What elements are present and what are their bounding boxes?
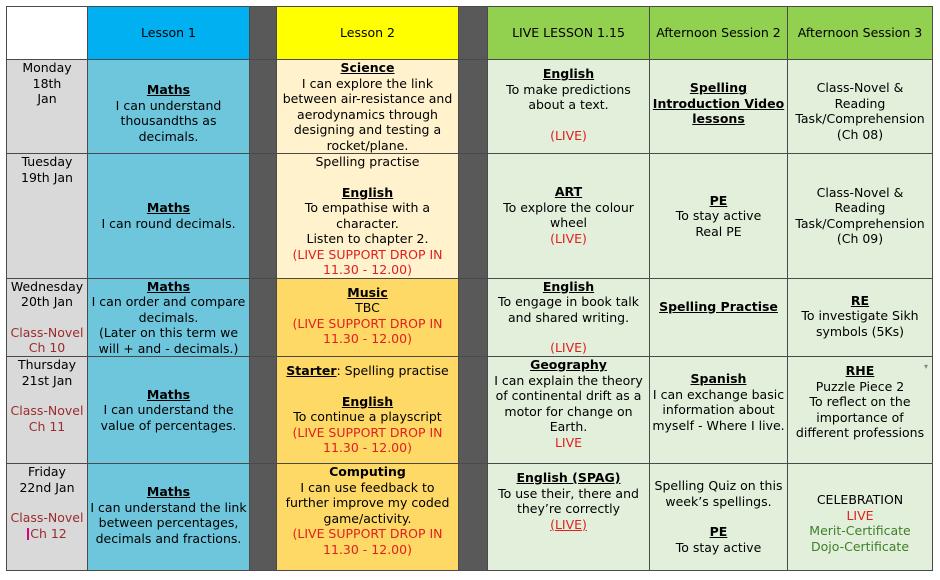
subject-label: Music — [347, 284, 388, 300]
objective-text: I can explain the theory of continental drift as a motor for change on Earth. — [494, 372, 643, 434]
lesson2-thursday[interactable] — [277, 357, 459, 464]
objective-text: I can understand thousandths as decimals. — [115, 97, 222, 144]
header-afternoon-3[interactable]: Afternoon Session 3 — [788, 7, 933, 60]
objective-text: I can explore the link between air-resistance and aerodynamics through designing and testing a rocket/plane. — [282, 75, 453, 153]
lesson1-friday[interactable] — [88, 464, 250, 571]
subject-label: Spelling Practise — [659, 298, 778, 314]
objective-text: To empathise with a character. — [304, 200, 431, 231]
objective-text: Class-Novel & Reading Task/Comprehension — [795, 184, 925, 231]
objective-text: I can order and compare decimals. — [91, 294, 246, 325]
subject-label: Spelling Introduction Video lessons — [652, 80, 785, 126]
divider-cell — [250, 357, 277, 464]
objective-text: To investigate Sikh symbols (5Ks) — [801, 308, 919, 339]
day-date: 18th — [32, 75, 62, 91]
subject-label: English — [542, 66, 595, 81]
objective-text: TBC — [355, 300, 380, 315]
objective-text: To continue a playscript — [293, 409, 442, 424]
dojo-certificate-text: Dojo-Certificate — [810, 538, 910, 554]
objective-text: Class-Novel & Reading Task/Comprehension — [795, 80, 925, 126]
divider-cell — [459, 278, 488, 357]
subject-label: Science — [340, 60, 395, 75]
comment-indicator-icon[interactable]: ▾ — [923, 362, 928, 371]
live-tag: (LIVE) — [550, 127, 587, 143]
row-tuesday — [7, 154, 933, 279]
subject-label: RE — [850, 292, 870, 308]
lesson1-tuesday[interactable] — [88, 154, 250, 279]
subject-label: English (SPAG) — [516, 470, 621, 485]
live-thursday[interactable] — [488, 357, 650, 464]
row-friday — [7, 464, 933, 571]
divider-cell — [459, 60, 488, 154]
chapter-text: (Ch 08) — [836, 126, 884, 142]
objective-text: To stay active — [675, 208, 762, 223]
subject-label: Maths — [146, 278, 191, 294]
subject-label: ART — [554, 184, 583, 199]
afternoon2-friday[interactable] — [650, 464, 788, 571]
lesson2-friday[interactable] — [277, 464, 459, 571]
day-name: Monday — [22, 60, 72, 75]
divider-cell — [459, 357, 488, 464]
day-name: Tuesday — [21, 154, 73, 169]
lesson2-wednesday[interactable] — [277, 278, 459, 357]
day-name: Thursday — [17, 357, 77, 372]
objective-text: I can round decimals. — [101, 215, 236, 231]
class-novel-label: Class-Novel — [10, 510, 84, 525]
subject-label: English — [341, 393, 394, 409]
objective-text: To use their, there and they’re correctly — [498, 485, 639, 516]
objective-text: I can understand the value of percentages. — [100, 402, 237, 433]
merit-certificate-text: Merit-Certificate — [809, 523, 911, 538]
afternoon2-wednesday[interactable] — [650, 278, 788, 357]
lesson1-monday[interactable] — [88, 60, 250, 154]
divider-cell — [250, 278, 277, 357]
row-thursday — [7, 357, 933, 464]
objective-text: I can understand the link between percentages, decimals and fractions. — [90, 499, 247, 546]
day-name: Friday — [28, 464, 66, 479]
corner-cell — [7, 7, 88, 60]
day-date: 20th Jan — [21, 294, 73, 309]
subject-label: Maths — [146, 82, 191, 97]
day-cell-wednesday[interactable] — [7, 278, 88, 357]
objective-text: Puzzle Piece 2 — [815, 378, 905, 394]
subject-label: Maths — [146, 484, 191, 499]
day-cell-thursday[interactable] — [7, 357, 88, 464]
afternoon3-thursday[interactable] — [788, 357, 933, 464]
starter-text: : Spelling practise — [336, 363, 449, 378]
note-text: (Later on this term we will + and - decimals.) — [98, 325, 239, 356]
class-novel-chapter: Ch 12 — [30, 525, 67, 541]
day-cell-friday[interactable] — [7, 464, 88, 571]
live-wednesday[interactable] — [488, 278, 650, 357]
objective-text: To make predictions about a text. — [506, 81, 631, 112]
day-name: Wednesday — [10, 278, 84, 294]
live-monday[interactable] — [488, 60, 650, 154]
live-support-text: (LIVE SUPPORT DROP IN 11.30 - 12.00) — [292, 526, 443, 557]
objective-text: To stay active — [675, 539, 762, 555]
divider-cell — [250, 464, 277, 571]
divider-cell — [459, 154, 488, 279]
afternoon3-monday[interactable] — [788, 60, 933, 154]
afternoon3-friday[interactable] — [788, 464, 933, 571]
subject-label: Spanish — [690, 371, 747, 386]
lesson1-thursday[interactable] — [88, 357, 250, 464]
divider-cell — [459, 7, 488, 60]
divider-cell — [250, 7, 277, 60]
chapter-text: (Ch 09) — [836, 231, 884, 247]
divider-cell — [459, 464, 488, 571]
class-novel-chapter: Ch 11 — [28, 418, 66, 434]
live-tag: (LIVE) — [550, 516, 587, 532]
day-date: 22nd Jan — [19, 479, 75, 495]
header-lesson1[interactable]: Lesson 1 — [88, 7, 250, 60]
lesson2-monday[interactable] — [277, 60, 459, 154]
header-row — [7, 7, 933, 60]
header-afternoon-2[interactable]: Afternoon Session 2 — [650, 7, 788, 60]
day-cell-tuesday[interactable] — [7, 154, 88, 279]
lesson2-tuesday[interactable] — [277, 154, 459, 279]
objective-text-2: Listen to chapter 2. — [306, 231, 429, 246]
objective-text-2: Real PE — [695, 223, 742, 239]
day-cell-monday[interactable] — [7, 60, 88, 154]
lesson1-wednesday[interactable] — [88, 278, 250, 357]
objective-text: I can use feedback to further improve my coded game/activity. — [285, 479, 450, 526]
objective-text-2: To reflect on the importance of different professions — [795, 394, 925, 440]
live-tuesday[interactable] — [488, 154, 650, 279]
subject-label: English — [341, 184, 394, 200]
subject-label: Maths — [146, 386, 191, 402]
day-date: 21st Jan — [21, 372, 73, 388]
divider-cell — [250, 154, 277, 279]
subject-label: PE — [709, 524, 728, 539]
objective-text: To engage in book talk and shared writing. — [497, 294, 640, 325]
objective-text: To explore the colour wheel — [503, 199, 634, 230]
live-tag: (LIVE) — [550, 340, 587, 355]
afternoon2-tuesday[interactable] — [650, 154, 788, 279]
class-novel-label: Class-Novel — [10, 324, 84, 340]
live-support-text: (LIVE SUPPORT DROP IN 11.30 - 12.00) — [292, 424, 443, 455]
row-wednesday — [7, 278, 933, 357]
live-tag: (LIVE) — [550, 230, 587, 246]
subject-label: PE — [709, 192, 728, 208]
pre-text: Spelling practise — [315, 154, 420, 169]
afternoon2-thursday[interactable] — [650, 357, 788, 464]
live-support-text: (LIVE SUPPORT DROP IN 11.30 - 12.00) — [292, 246, 443, 277]
subject-label: Maths — [146, 200, 191, 216]
live-friday[interactable] — [488, 464, 650, 571]
afternoon3-wednesday[interactable] — [788, 278, 933, 357]
header-lesson2[interactable]: Lesson 2 — [277, 7, 459, 60]
afternoon3-tuesday[interactable] — [788, 154, 933, 279]
text-cursor-icon — [27, 528, 29, 540]
subject-label: Geography — [530, 357, 607, 372]
subject-label: RHE — [845, 363, 875, 378]
starter-label: Starter — [286, 363, 337, 378]
day-date-month: Jan — [37, 91, 57, 106]
objective-text: I can exchange basic information about myself - Where I live. — [652, 386, 785, 433]
subject-label: English — [542, 278, 595, 294]
afternoon2-monday[interactable] — [650, 60, 788, 154]
day-date: 19th Jan — [21, 169, 73, 185]
timetable — [6, 6, 933, 571]
subject-label: Computing — [329, 464, 406, 479]
divider-cell — [250, 60, 277, 154]
pre-text: Spelling Quiz on this week’s spellings. — [654, 478, 783, 509]
row-monday — [7, 60, 933, 154]
live-support-text: (LIVE SUPPORT DROP IN 11.30 - 12.00) — [292, 315, 443, 346]
live-tag: LIVE — [846, 507, 874, 523]
class-novel-label: Class-Novel — [10, 403, 84, 418]
celebration-title: CELEBRATION — [816, 492, 904, 507]
class-novel-chapter: Ch 10 — [28, 340, 66, 355]
live-tag: LIVE — [554, 434, 583, 450]
header-live-lesson[interactable]: LIVE LESSON 1.15 — [488, 7, 650, 60]
